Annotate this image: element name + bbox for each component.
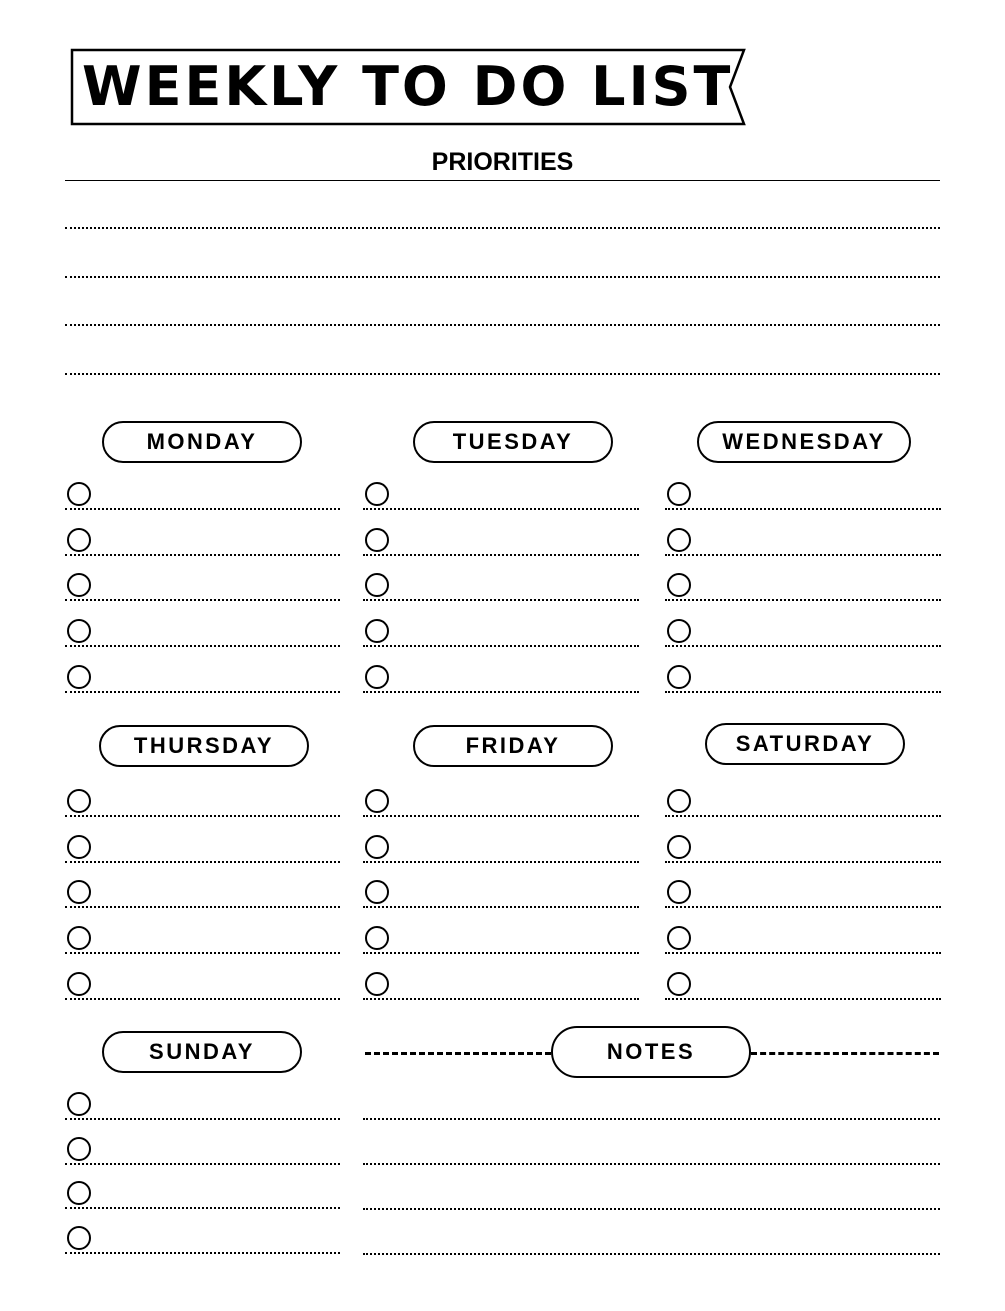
- task-checkbox[interactable]: [365, 619, 389, 643]
- task-checkbox[interactable]: [667, 619, 691, 643]
- notes-line: [363, 1118, 940, 1120]
- notes-divider-left: [365, 1052, 551, 1055]
- notes-line: [363, 1208, 940, 1210]
- priority-line: [65, 276, 940, 278]
- task-line: [65, 998, 340, 1000]
- task-checkbox[interactable]: [365, 665, 389, 689]
- task-line: [65, 599, 340, 601]
- task-line: [665, 508, 941, 510]
- priority-line: [65, 324, 940, 326]
- task-checkbox[interactable]: [67, 1226, 91, 1250]
- task-line: [363, 508, 639, 510]
- task-checkbox[interactable]: [667, 789, 691, 813]
- task-line: [665, 599, 941, 601]
- task-line: [363, 861, 639, 863]
- day-label-saturday: SATURDAY: [705, 723, 905, 765]
- task-checkbox[interactable]: [667, 880, 691, 904]
- task-checkbox[interactable]: [667, 926, 691, 950]
- task-checkbox[interactable]: [667, 835, 691, 859]
- task-line: [65, 906, 340, 908]
- day-label-tuesday: TUESDAY: [413, 421, 613, 463]
- task-checkbox[interactable]: [667, 528, 691, 552]
- task-line: [65, 508, 340, 510]
- task-checkbox[interactable]: [667, 482, 691, 506]
- task-line: [65, 952, 340, 954]
- task-line: [363, 599, 639, 601]
- task-line: [65, 554, 340, 556]
- task-line: [665, 998, 941, 1000]
- task-checkbox[interactable]: [67, 926, 91, 950]
- notes-line: [363, 1163, 940, 1165]
- task-line: [65, 861, 340, 863]
- day-label-thursday: THURSDAY: [99, 725, 309, 767]
- day-label-wednesday: WEDNESDAY: [697, 421, 911, 463]
- day-label-friday: FRIDAY: [413, 725, 613, 767]
- task-checkbox[interactable]: [67, 1137, 91, 1161]
- task-checkbox[interactable]: [667, 665, 691, 689]
- notes-heading: NOTES: [551, 1026, 751, 1078]
- priority-line: [65, 373, 940, 375]
- task-checkbox[interactable]: [67, 789, 91, 813]
- task-checkbox[interactable]: [365, 972, 389, 996]
- task-line: [363, 691, 639, 693]
- notes-divider-right: [751, 1052, 939, 1055]
- priority-line: [65, 227, 940, 229]
- task-checkbox[interactable]: [365, 880, 389, 904]
- task-line: [65, 1118, 340, 1120]
- task-line: [363, 554, 639, 556]
- task-line: [665, 906, 941, 908]
- task-line: [665, 691, 941, 693]
- task-checkbox[interactable]: [667, 972, 691, 996]
- task-checkbox[interactable]: [365, 573, 389, 597]
- task-checkbox[interactable]: [67, 1092, 91, 1116]
- task-checkbox[interactable]: [67, 880, 91, 904]
- task-checkbox[interactable]: [67, 573, 91, 597]
- task-line: [65, 815, 340, 817]
- task-line: [65, 1207, 340, 1209]
- priorities-heading: PRIORITIES: [431, 148, 574, 176]
- task-checkbox[interactable]: [365, 528, 389, 552]
- task-checkbox[interactable]: [365, 926, 389, 950]
- task-checkbox[interactable]: [67, 482, 91, 506]
- task-line: [665, 554, 941, 556]
- task-checkbox[interactable]: [67, 835, 91, 859]
- title-banner: [70, 48, 750, 126]
- notes-line: [363, 1253, 940, 1255]
- task-line: [363, 952, 639, 954]
- day-label-sunday: SUNDAY: [102, 1031, 302, 1073]
- task-checkbox[interactable]: [67, 619, 91, 643]
- task-line: [665, 815, 941, 817]
- priorities-rule: [65, 180, 940, 181]
- task-line: [665, 861, 941, 863]
- task-checkbox[interactable]: [365, 835, 389, 859]
- task-checkbox[interactable]: [365, 482, 389, 506]
- day-label-monday: MONDAY: [102, 421, 302, 463]
- task-checkbox[interactable]: [667, 573, 691, 597]
- task-checkbox[interactable]: [67, 972, 91, 996]
- page-title: WEEKLY TO DO LIST: [82, 55, 734, 118]
- task-checkbox[interactable]: [67, 665, 91, 689]
- task-line: [665, 645, 941, 647]
- task-line: [65, 645, 340, 647]
- task-checkbox[interactable]: [365, 789, 389, 813]
- task-checkbox[interactable]: [67, 528, 91, 552]
- task-line: [363, 645, 639, 647]
- task-line: [363, 998, 639, 1000]
- task-line: [363, 906, 639, 908]
- task-line: [665, 952, 941, 954]
- task-line: [65, 1252, 340, 1254]
- task-line: [65, 1163, 340, 1165]
- task-checkbox[interactable]: [67, 1181, 91, 1205]
- task-line: [65, 691, 340, 693]
- task-line: [363, 815, 639, 817]
